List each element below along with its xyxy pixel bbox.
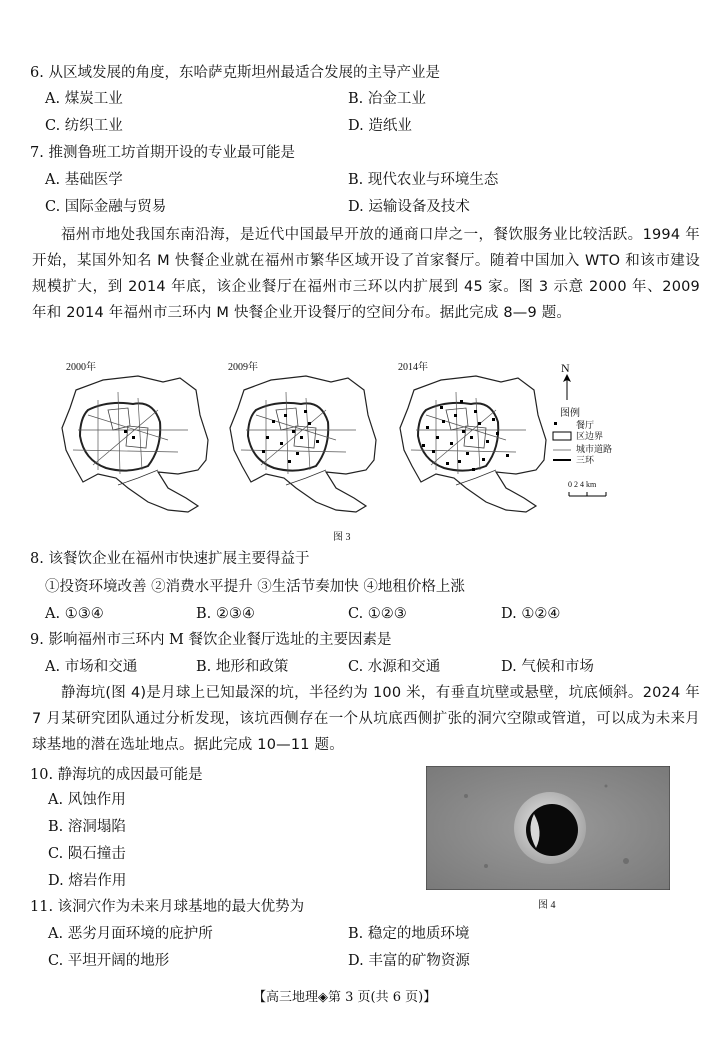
north-arrow-icon: [560, 374, 574, 400]
question-6-option-b: B. 冶金工业: [348, 91, 426, 107]
legend-third-ring: 三环: [576, 455, 595, 465]
map-2014: [396, 370, 571, 518]
question-9-stem: 9. 影响福州市三环内 M 餐饮企业餐厅选址的主要因素是: [30, 632, 392, 648]
question-11-option-d: D. 丰富的矿物资源: [348, 953, 470, 969]
question-9-option-a: A. 市场和交通: [45, 659, 138, 675]
map-year-2000: 2000年: [66, 362, 96, 373]
question-10-stem: 10. 静海坑的成因最可能是: [30, 767, 203, 783]
lunar-pit-image: [426, 766, 670, 890]
passage-fuzhou: 福州市地处我国东南沿海，是近代中国最早开放的通商口岸之一，餐饮服务业比较活跃。1994 年开始，某国外知名 M 快餐企业就在福州市繁华区域开设了首家餐厅。随着中国加入 WTO 和该市建设规模扩大，到 2014 年底，该企业餐厅在福州市三环以内扩展到 45 家。图 3 示意 2000 年、2009 年和 2014 年福州市三环内 M 快餐企业开设餐厅的空间分布。据此完成 8—9 题。: [32, 227, 700, 321]
question-9-option-b: B. 地形和政策: [196, 659, 289, 675]
question-8-stem: 8. 该餐饮企业在福州市快速扩展主要得益于: [30, 551, 310, 567]
question-11-option-c: C. 平坦开阔的地形: [48, 953, 170, 969]
question-10-option-a: A. 风蚀作用: [48, 792, 126, 808]
question-8-option-b: B. ②③④: [196, 606, 255, 622]
legend-symbols: [552, 420, 574, 468]
figure-3-caption: 图 3: [333, 532, 351, 543]
question-7-option-c: C. 国际金融与贸易: [45, 199, 167, 215]
question-6-option-a: A. 煤炭工业: [45, 91, 123, 107]
passage-crater: 静海坑(图 4)是月球上已知最深的坑，半径约为 100 米，有垂直坑壁或悬壁，坑底倾斜。2024 年 7 月某研究团队通过分析发现，该坑西侧存在一个从坑底西侧扩张的洞穴空隙或管道，可以成为未来月球基地的潜在选址地点。据此完成 10—11 题。: [32, 685, 700, 753]
question-8-option-a: A. ①③④: [45, 606, 104, 622]
question-7-option-d: D. 运输设备及技术: [348, 199, 470, 215]
legend-city-road: 城市道路: [576, 444, 613, 454]
question-7-stem: 7. 推测鲁班工坊首期开设的专业最可能是: [30, 145, 295, 161]
question-11-option-a: A. 恶劣月面环境的庇护所: [48, 926, 213, 942]
question-9-option-d: D. 气候和市场: [501, 659, 594, 675]
scale-label: 0 2 4 km: [568, 480, 597, 489]
question-7-option-b: B. 现代农业与环境生态: [348, 172, 499, 188]
map-year-2009: 2009年: [228, 362, 258, 373]
figure-4-caption: 图 4: [538, 900, 556, 911]
question-10-option-d: D. 熔岩作用: [48, 873, 127, 889]
question-8-statements: ①投资环境改善 ②消费水平提升 ③生活节奏加快 ④地租价格上涨: [45, 579, 465, 595]
question-10-option-c: C. 陨石撞击: [48, 846, 126, 862]
north-label: N: [561, 361, 570, 375]
question-7-option-a: A. 基础医学: [45, 172, 123, 188]
question-6-option-d: D. 造纸业: [348, 118, 412, 134]
map-year-2014: 2014年: [398, 362, 428, 373]
question-9-option-c: C. 水源和交通: [348, 659, 441, 675]
legend-restaurant: 餐厅: [576, 420, 595, 430]
question-11-stem: 11. 该洞穴作为未来月球基地的最大优势为: [30, 899, 305, 915]
question-8-option-c: C. ①②③: [348, 606, 407, 622]
question-6-stem: 6. 从区域发展的角度，东哈萨克斯坦州最适合发展的主导产业是: [30, 65, 440, 81]
legend-title: 图例: [560, 408, 580, 419]
scale-bar: [568, 490, 608, 498]
map-2000: [58, 370, 233, 518]
question-11-option-b: B. 稳定的地质环境: [348, 926, 470, 942]
map-2009: [226, 370, 401, 518]
legend-district-boundary: 区边界: [576, 431, 604, 441]
question-10-option-b: B. 溶洞塌陷: [48, 819, 126, 835]
question-6-option-c: C. 纺织工业: [45, 118, 123, 134]
question-8-option-d: D. ①②④: [501, 606, 561, 622]
page-footer: 【高三地理◈第 3 页(共 6 页)】: [253, 990, 437, 1005]
